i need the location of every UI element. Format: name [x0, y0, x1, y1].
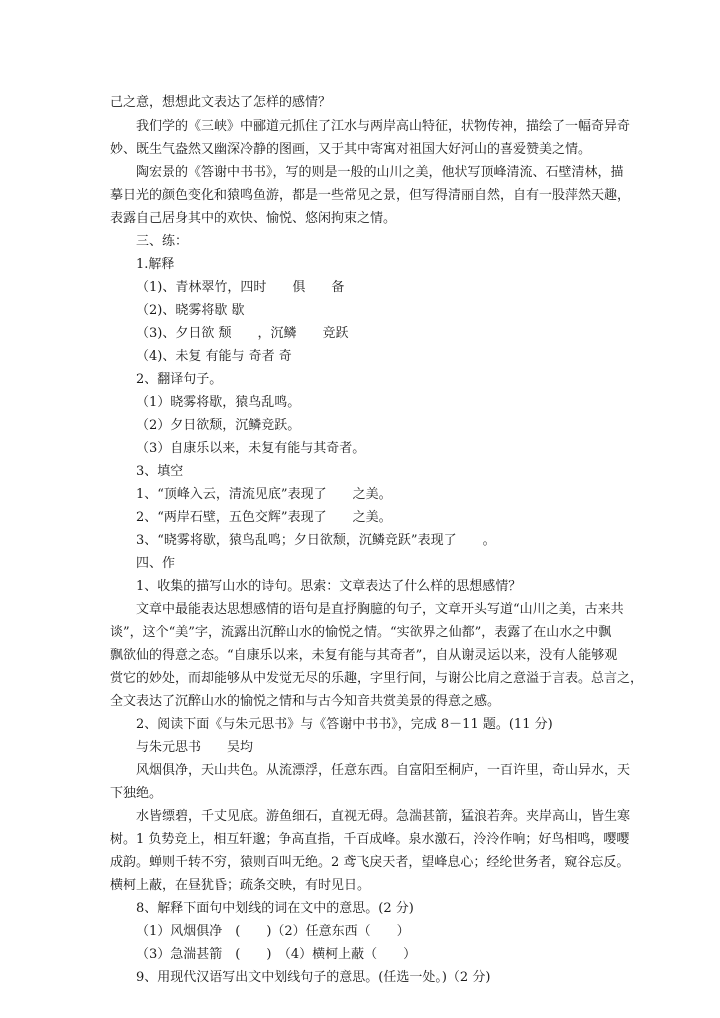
- text-line: （4)、未复 有能与 奇者 奇: [136, 349, 292, 364]
- text-line: 3、“晓雾将歇，猿鸟乱鸣；夕日欲颓，沉鳞竞跃”表现了 。: [136, 533, 496, 548]
- text-line: 2、“两岸石壁，五色交辉”表现了 之美。: [136, 510, 392, 525]
- text-line: （3）自康乐以来，未复有能与其奇者。: [136, 441, 366, 456]
- text-line: （1）风烟俱净 ( )（2）任意东西（ ）: [136, 924, 410, 939]
- text-line: 飘欲仙的得意之态。“自康乐以来，未复有能与其奇者”，自从谢灵运以来，没有人能够观: [110, 648, 618, 663]
- text-line: 谈”，这个“美”字，流露出沉醉山水的愉悦之情。“实欲界之仙都”，表露了在山水之中飘: [110, 625, 612, 640]
- text-line: 妙、既生气盎然又幽深冷静的图画，又于其中寄寓对祖国大好河山的喜爱赞美之情。: [110, 142, 592, 157]
- text-line: （3）急湍甚箭 ( ) （4）横柯上蔽（ ）: [136, 947, 417, 962]
- text-line: 己之意，想想此文表达了怎样的感情？: [110, 95, 332, 110]
- question-heading: 8、解释下面句中划线的词在文中的意思。(2 分): [136, 901, 414, 916]
- section-heading: 四、作: [136, 556, 176, 571]
- text-line: 成韵。蝉则千转不穷，猿则百叫无绝。2 鸢飞戾天者，望峰息心；经纶世务者，窥谷忘反。: [110, 855, 630, 870]
- text-line: 摹日光的颜色变化和猿鸣鱼游，都是一些常见之景，但写得清丽自然，自有一股萍然天趣，: [110, 188, 631, 203]
- text-line: 赏它的妙处，而却能够从中发觉无尽的乐趣，字里行间，与谢公比肩之意溢于言表。总言之，: [110, 671, 644, 686]
- text-line: 陶宏景的《答谢中书书》，写的则是一般的山川之美，他状写顶峰清流、石壁清林，描: [136, 165, 624, 180]
- text-line: （2)、晓雾将歇 歇: [136, 303, 245, 318]
- text-line: 水皆缥碧，千丈见底。游鱼细石，直视无碍。急湍甚箭，猛浪若奔。夹岸高山，皆生寒: [136, 809, 631, 824]
- text-line: 全文表达了沉醉山水的愉悦之情和与古今知音共赏美景的得意之感。: [110, 694, 501, 709]
- text-line: （1）晓雾将歇，猿鸟乱鸣。: [136, 395, 301, 410]
- text-line: 我们学的《三峡》中郦道元抓住了江水与两岸高山特征，状物传神，描绘了一幅奇异奇: [136, 119, 631, 134]
- text-line: 树。1 负势竞上，相互轩邈；争高直指，千百成峰。泉水激石，泠泠作响；好鸟相鸣，嘤嘤: [110, 832, 630, 847]
- text-line: 1、“顶峰入云，清流见底”表现了 之美。: [136, 487, 392, 502]
- text-line: 1、收集的描写山水的诗句。思索：文章表达了什么样的思想感情？: [136, 579, 522, 594]
- question-heading: 3、填空: [136, 464, 184, 479]
- text-line: （3)、夕日欲 颓 ，沉鳞 竞跃: [136, 326, 349, 341]
- question-heading: 2、翻译句子。: [136, 372, 223, 387]
- question-heading: 1.解释: [136, 257, 175, 272]
- text-line: 文章中最能表达思想感情的语句是直抒胸臆的句子，文章开头写道“山川之美，古来共: [136, 602, 624, 617]
- text-line: 下独绝。: [110, 786, 163, 801]
- text-line: 表露自己居身其中的欢快、愉悦、悠闲拘束之情。: [110, 211, 397, 226]
- question-heading: 2、阅读下面《与朱元思书》与《答谢中书书》，完成 8－11 题。(11 分): [136, 717, 553, 732]
- text-line: 横柯上蔽，在昼犹昏；疏条交映，有时见日。: [110, 878, 371, 893]
- question-heading: 9、用现代汉语写出文中划线句子的意思。(任选一处。)（2 分): [136, 970, 491, 985]
- passage-title: 与朱元思书 吴均: [136, 740, 254, 755]
- section-heading: 三、练：: [136, 234, 189, 249]
- text-line: 风烟俱净，天山共色。从流漂浮，任意东西。自富阳至桐庐，一百许里，奇山异水，天: [136, 763, 631, 778]
- text-line: （1)、青林翠竹，四时 俱 备: [136, 280, 345, 295]
- text-line: （2）夕日欲颓，沉鳞竞跃。: [136, 418, 301, 433]
